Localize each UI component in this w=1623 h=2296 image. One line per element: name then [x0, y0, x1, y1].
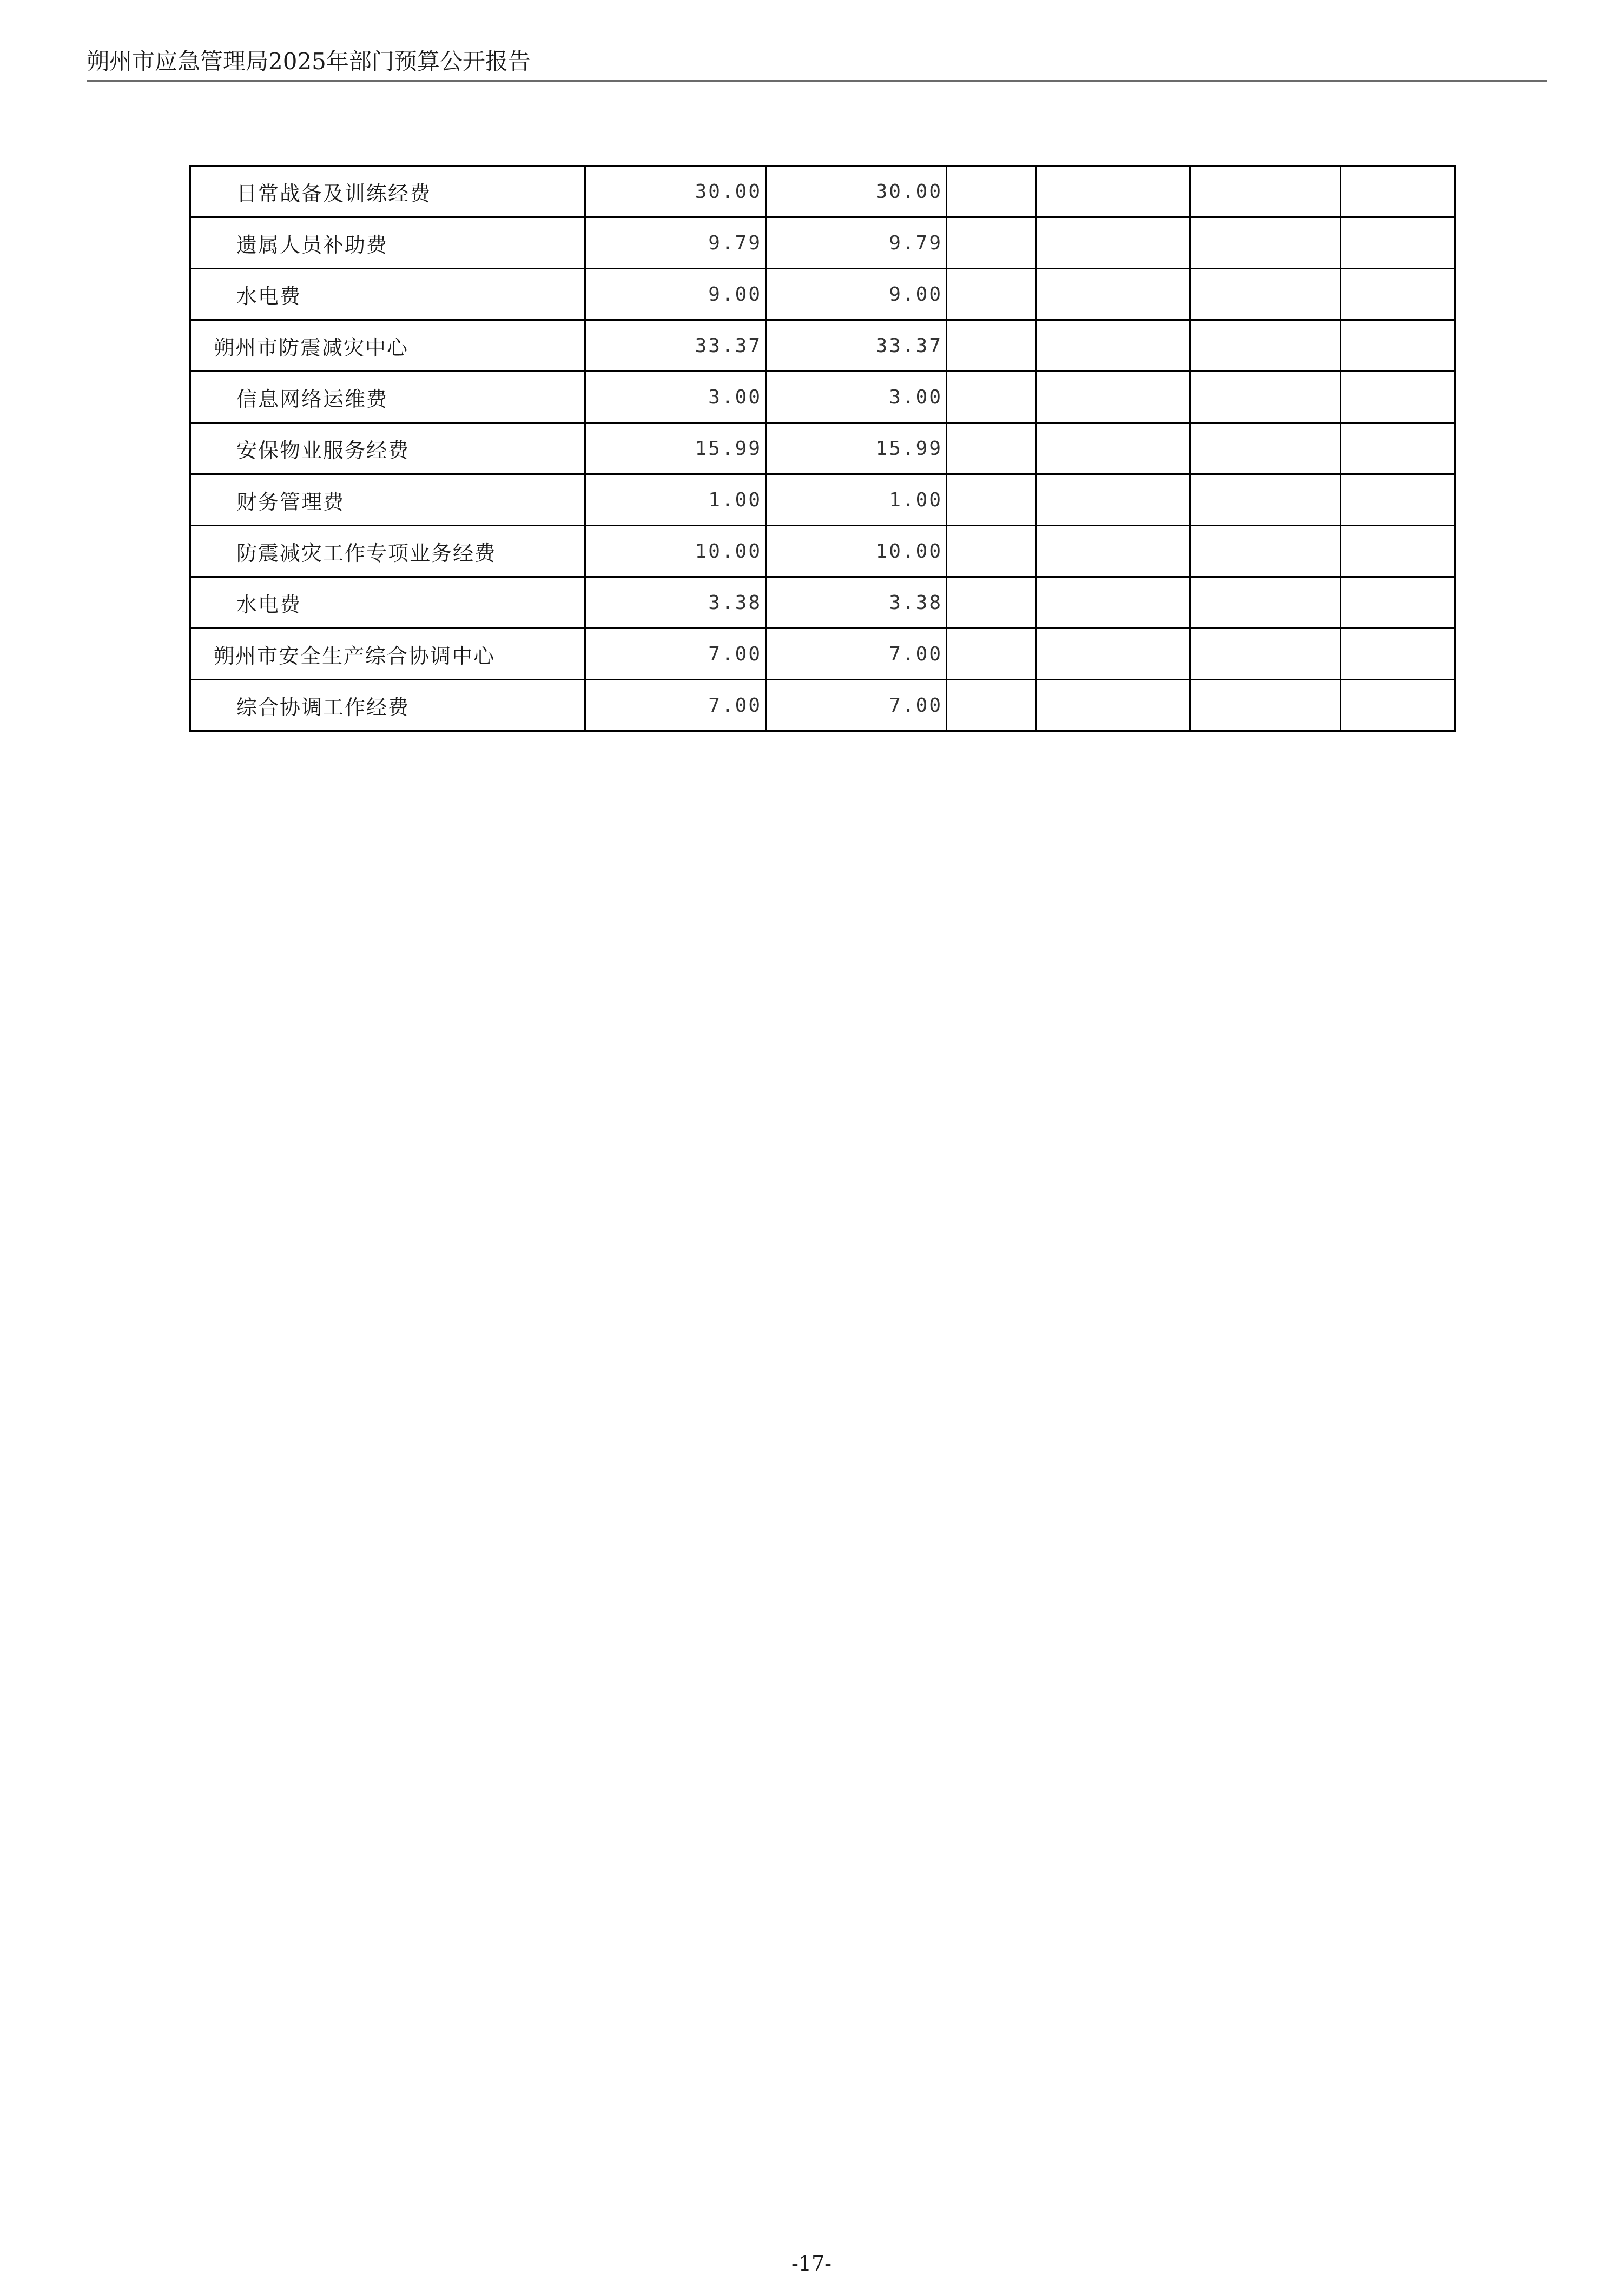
table-row: [190, 372, 1455, 423]
item-name-cell: [190, 526, 585, 577]
empty-cell-2: [1036, 526, 1190, 577]
amount-cell-2: [766, 577, 947, 628]
empty-cell-4: [1341, 526, 1455, 577]
empty-cell-4: [1341, 628, 1455, 680]
amount-cell-2: [766, 372, 947, 423]
amount-cell-2: [766, 474, 947, 526]
item-name: 信息网络运维费: [236, 387, 388, 411]
amount-cell-1: [585, 680, 766, 731]
amount-value: 3.00: [889, 386, 942, 408]
amount-value: 10.00: [695, 540, 762, 563]
table-row: [190, 217, 1455, 269]
item-name: 水电费: [236, 592, 302, 617]
empty-cell-2: [1036, 628, 1190, 680]
empty-cell-2: [1036, 680, 1190, 731]
item-name: 防震减灾工作专项业务经费: [236, 541, 497, 565]
item-name-cell: [190, 217, 585, 269]
empty-cell-1: [947, 526, 1036, 577]
amount-value: 3.00: [708, 386, 762, 408]
amount-value: 33.37: [875, 334, 942, 357]
page-number: -17-: [791, 2252, 832, 2275]
empty-cell-3: [1190, 680, 1341, 731]
amount-value: 3.38: [889, 591, 942, 614]
item-name-cell: [190, 372, 585, 423]
amount-cell-1: [585, 577, 766, 628]
header-divider: [87, 80, 1547, 82]
amount-value: 30.00: [695, 180, 762, 203]
empty-cell-3: [1190, 166, 1341, 217]
amount-value: 15.99: [695, 437, 762, 460]
item-name: 日常战备及训练经费: [236, 181, 432, 206]
empty-cell-4: [1341, 269, 1455, 320]
empty-cell-2: [1036, 166, 1190, 217]
amount-cell-2: [766, 423, 947, 474]
empty-cell-1: [947, 217, 1036, 269]
item-name-cell: [190, 680, 585, 731]
amount-cell-2: [766, 166, 947, 217]
table-row: [190, 526, 1455, 577]
amount-value: 9.79: [708, 231, 762, 254]
empty-cell-1: [947, 423, 1036, 474]
empty-cell-2: [1036, 577, 1190, 628]
amount-value: 33.37: [695, 334, 762, 357]
amount-value: 3.38: [708, 591, 762, 614]
amount-cell-2: [766, 680, 947, 731]
amount-value: 15.99: [875, 437, 942, 460]
empty-cell-3: [1190, 423, 1341, 474]
item-name: 遗属人员补助费: [236, 233, 388, 257]
empty-cell-4: [1341, 680, 1455, 731]
amount-cell-1: [585, 474, 766, 526]
table-row: [190, 577, 1455, 628]
table-row: [190, 474, 1455, 526]
amount-value: 7.00: [708, 643, 762, 665]
item-name: 朔州市安全生产综合协调中心: [214, 644, 496, 668]
amount-cell-1: [585, 526, 766, 577]
empty-cell-3: [1190, 269, 1341, 320]
amount-value: 1.00: [889, 488, 942, 511]
item-name-cell: [190, 474, 585, 526]
empty-cell-1: [947, 474, 1036, 526]
empty-cell-2: [1036, 269, 1190, 320]
table-row: [190, 320, 1455, 372]
empty-cell-4: [1341, 474, 1455, 526]
amount-value: 7.00: [708, 694, 762, 717]
budget-table: [189, 165, 1456, 732]
empty-cell-3: [1190, 372, 1341, 423]
table-row: [190, 166, 1455, 217]
table-row: [190, 680, 1455, 731]
document-header-title: 朔州市应急管理局2025年部门预算公开报告: [87, 48, 531, 75]
item-name: 安保物业服务经费: [236, 438, 410, 462]
item-name-cell: [190, 320, 585, 372]
empty-cell-4: [1341, 320, 1455, 372]
empty-cell-2: [1036, 320, 1190, 372]
amount-cell-1: [585, 628, 766, 680]
amount-cell-2: [766, 217, 947, 269]
empty-cell-2: [1036, 474, 1190, 526]
amount-cell-1: [585, 423, 766, 474]
empty-cell-4: [1341, 577, 1455, 628]
amount-value: 7.00: [889, 694, 942, 717]
amount-cell-1: [585, 269, 766, 320]
item-name: 财务管理费: [236, 489, 345, 514]
amount-cell-1: [585, 217, 766, 269]
table-row: [190, 423, 1455, 474]
empty-cell-4: [1341, 423, 1455, 474]
empty-cell-1: [947, 372, 1036, 423]
item-name-cell: [190, 166, 585, 217]
amount-cell-2: [766, 269, 947, 320]
item-name-cell: [190, 577, 585, 628]
amount-value: 1.00: [708, 488, 762, 511]
amount-value: 9.79: [889, 231, 942, 254]
amount-value: 7.00: [889, 643, 942, 665]
item-name-cell: [190, 423, 585, 474]
empty-cell-4: [1341, 372, 1455, 423]
table-row: [190, 269, 1455, 320]
empty-cell-1: [947, 320, 1036, 372]
amount-cell-1: [585, 372, 766, 423]
empty-cell-2: [1036, 372, 1190, 423]
amount-value: 30.00: [875, 180, 942, 203]
empty-cell-1: [947, 680, 1036, 731]
budget-table-body: [190, 166, 1455, 731]
empty-cell-1: [947, 166, 1036, 217]
empty-cell-3: [1190, 474, 1341, 526]
item-name: 水电费: [236, 284, 302, 308]
amount-cell-2: [766, 628, 947, 680]
empty-cell-3: [1190, 217, 1341, 269]
empty-cell-2: [1036, 217, 1190, 269]
empty-cell-3: [1190, 320, 1341, 372]
item-name-cell: [190, 628, 585, 680]
amount-cell-2: [766, 526, 947, 577]
item-name: 朔州市防震减灾中心: [214, 335, 409, 360]
amount-cell-1: [585, 166, 766, 217]
empty-cell-1: [947, 628, 1036, 680]
amount-cell-1: [585, 320, 766, 372]
empty-cell-1: [947, 269, 1036, 320]
empty-cell-2: [1036, 423, 1190, 474]
empty-cell-1: [947, 577, 1036, 628]
empty-cell-3: [1190, 628, 1341, 680]
item-name: 综合协调工作经费: [236, 695, 410, 719]
table-row: [190, 628, 1455, 680]
empty-cell-3: [1190, 526, 1341, 577]
empty-cell-4: [1341, 217, 1455, 269]
amount-value: 10.00: [875, 540, 942, 563]
item-name-cell: [190, 269, 585, 320]
empty-cell-3: [1190, 577, 1341, 628]
amount-value: 9.00: [708, 283, 762, 306]
empty-cell-4: [1341, 166, 1455, 217]
amount-value: 9.00: [889, 283, 942, 306]
amount-cell-2: [766, 320, 947, 372]
